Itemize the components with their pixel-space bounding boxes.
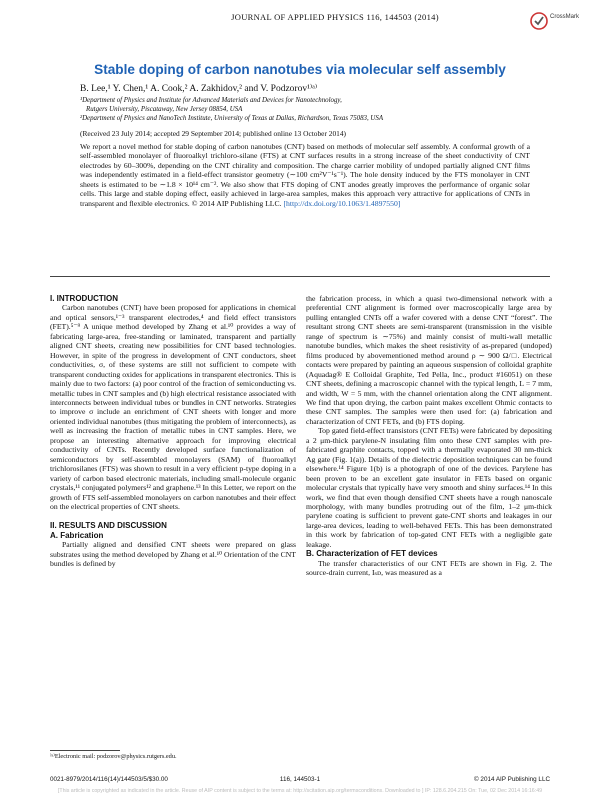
footnote-rule	[50, 750, 120, 751]
abstract-text: We report a novel method for stable doping of carbon nanotubes (CNT) based on methods of molecular self assembly. A conformal growth of a self-assembled monolayer of fluoroalkyl trichloro-silane (FTS) at CNT surfaces results in a strong increase of the sheet conductivity of CNT electrodes by 60–300%, depending on the CNT chirality and composition. The charge carrier mobility of undoped partially aligned CNT films was independently estimated in a field-effect transistor geometry (∼100 cm²V⁻¹s⁻¹). The hole density induced by the FTS monolayer in CNT sheets is estimated to be ∼1.8 × 10¹⁴ cm⁻². We also show that FTS doping of CNT anodes greatly improves the performance of organic solar cells. This large and stable doping effect, easily achieved in large-area samples, makes this approach very attractive for applications of CNTs in transparent and flexible electronics. © 2014 AIP Publishing LLC.	[80, 142, 530, 208]
left-column	[50, 294, 296, 569]
footer-issn: 0021-8979/2014/116(14)/144503/5/$30.00	[50, 776, 168, 783]
subsection-heading-fet: B. Characterization of FET devices	[306, 549, 438, 559]
fet-characterization-paragraph: The transfer characteristics of our CNT FETs are shown in Fig. 2. The source-drain current, Iₛᴅ, was measured as a	[306, 558, 552, 578]
right-column	[306, 294, 552, 578]
affiliation-2: ²Department of Physics and NanoTech Institute, University of Texas at Dallas, Richardson, Texas 75083, USA	[80, 115, 384, 122]
section-heading-results: II. RESULTS AND DISCUSSION	[50, 521, 167, 531]
author-list: B. Lee,¹ Y. Chen,¹ A. Cook,² A. Zakhidov,² and V. Podzorov¹⁾ᵃ⁾	[80, 84, 318, 94]
fabrication-continued: the fabrication process, in which a quasi two-dimensional network with a preferential CNT alignment is formed over macroscopically large area by pulling entangled CNTs off a wafer covered with a dense CNT “forest”. The resultant strong CNT sheets are semi-transparent (transmission in the visible range of spectrum is ∼75%) and mainly consist of multi-wall metallic nanotube bundles, which makes the sheet resistivity of as-prepared (undoped) films produced by abovementioned method around ρ ∼ 900 Ω/□. Electrical contacts were prepared by painting an aqueous suspension of colloidal graphite (Aquadag® E Colloidal Graphite, Ted Pella, Inc., product #16051) on these CNT sheets, defining a macroscopic channel with the typical length, L = 7 mm, and width, W = 5 mm, with the channel orientation along the CNT alignment. We find that upon drying, the carbon paint makes excellent Ohmic contacts to these CNT samples. The samples were then used for: (a) fabrication and characterization of CNT FETs, and (b) FTS doping.	[306, 294, 552, 426]
journal-header: JOURNAL OF APPLIED PHYSICS 116, 144503 (2014)	[231, 12, 439, 22]
paper-title: Stable doping of carbon nanotubes via molecular self assembly	[94, 62, 506, 77]
abstract	[80, 142, 530, 208]
footer-page-id: 116, 144503-1	[279, 776, 321, 783]
affiliation-1b: Rutgers University, Piscataway, New Jersey 08854, USA	[86, 106, 243, 113]
crossmark-icon	[530, 12, 548, 30]
abstract-rule	[50, 276, 550, 277]
fet-fabrication-paragraph: Top gated field-effect transistors (CNT FETs) were fabricated by depositing a 2 μm-thick parylene-N insulating film onto these CNT samples with pre-fabricated graphite contacts, topped with a thermally evaporated 30 nm-thick Ag gate (Fig. 1(a)). Details of the dielectric deposition techniques can be found elsewhere.¹⁴ Figure 1(b) is a photograph of one of the devices. Parylene has been proven to be an excellent gate insulator in FETs based on organic molecular crystals that typically have very smooth and shiny surfaces.¹⁴ In this work, we find that even though densified CNT sheets have a rough nanoscale morphology, with many bundles protruding out of the film, 1–2 μm-thick parylene coating is sufficient to prevent gate-CNT shorts and leakages in our large-area devices, leading to well-behaved FETs. This has been demonstrated in this work by fabrication of top-gated CNT FETs with a negligible gate leakage.	[306, 426, 552, 549]
crossmark-label: CrossMark	[550, 14, 580, 20]
crossmark-logo[interactable]	[530, 8, 578, 36]
footer-copyright: © 2014 AIP Publishing LLC	[474, 776, 550, 783]
subsection-heading-fabrication: A. Fabrication	[50, 530, 104, 540]
received-dates: (Received 23 July 2014; accepted 29 September 2014; published online 13 October 2014)	[80, 129, 346, 138]
footnote-email: ⁾ᵃ⁾Electronic mail: podzorov@physics.rutgers.edu.	[50, 753, 177, 760]
copyright-notice: [This article is copyrighted as indicated in the article. Reuse of AIP content is subject to the terms at: http://scitation.aip.org/termsconditions. Downloaded to ] IP: 128.6.204.215 On: Tue, 02 Dec 2014 16:16:49	[57, 788, 543, 794]
intro-paragraph: Carbon nanotubes (CNT) have been proposed for applications in chemical and optical sensors,¹⁻³ transparent electrodes,⁴ and field effect transistors (FET).⁵⁻⁹ A unique method developed by Zhang et al.¹⁰ provides a way of fabricating large-area, free-standing or laminated, transparent and partially aligned CNT sheets, creating new possibilities for CNT based technologies. However, in spite of the progress in development of CNT conductors, sheet conductivities, σ, of these systems are still not sufficient to compete with transparent conducting oxides for applications in transparent electronics. This is mainly due to two factors: (a) poor control of the fraction of semiconducting vs. metallic tubes in CNT samples and (b) high electrical resistance associated with interconnects between individual tubes or bundles in CNT networks. Strategies to improve σ include an enrichment of CNT sheets with longer and more oriented individual nanotubes (thus mitigating the problem of interconnects), as well as increasing the fraction of metallic tubes in CNT samples. Here, we propose an interesting alternative approach for improving electrical conductivity of CNTs. Recently developed surface functionalization of semiconductors by self-assembled monolayers (SAM) of fluoroalkyl trichlorosilanes (FTS) was shown to result in a very efficient p-type doping in a variety of carbon based electronic materials, including small-molecule organic crystals,¹¹ conjugated polymers¹² and graphene.¹³ In this Letter, we report on the growth of FTS self-assembled monolayers on carbon nanotubes and their effect on the electrical properties of CNT sheets.	[50, 303, 296, 511]
affiliation-1: ¹Department of Physics and Institute for Advanced Materials and Devices for Nanotechnology,	[80, 97, 342, 104]
fabrication-paragraph: Partially aligned and densified CNT sheets were prepared on glass substrates using the method developed by Zhang et al.¹⁰ Orientation of the CNT bundles is defined by	[50, 540, 296, 569]
section-heading-intro: I. INTRODUCTION	[50, 294, 118, 303]
doi-link[interactable]: [http://dx.doi.org/10.1063/1.4897550]	[283, 198, 401, 208]
